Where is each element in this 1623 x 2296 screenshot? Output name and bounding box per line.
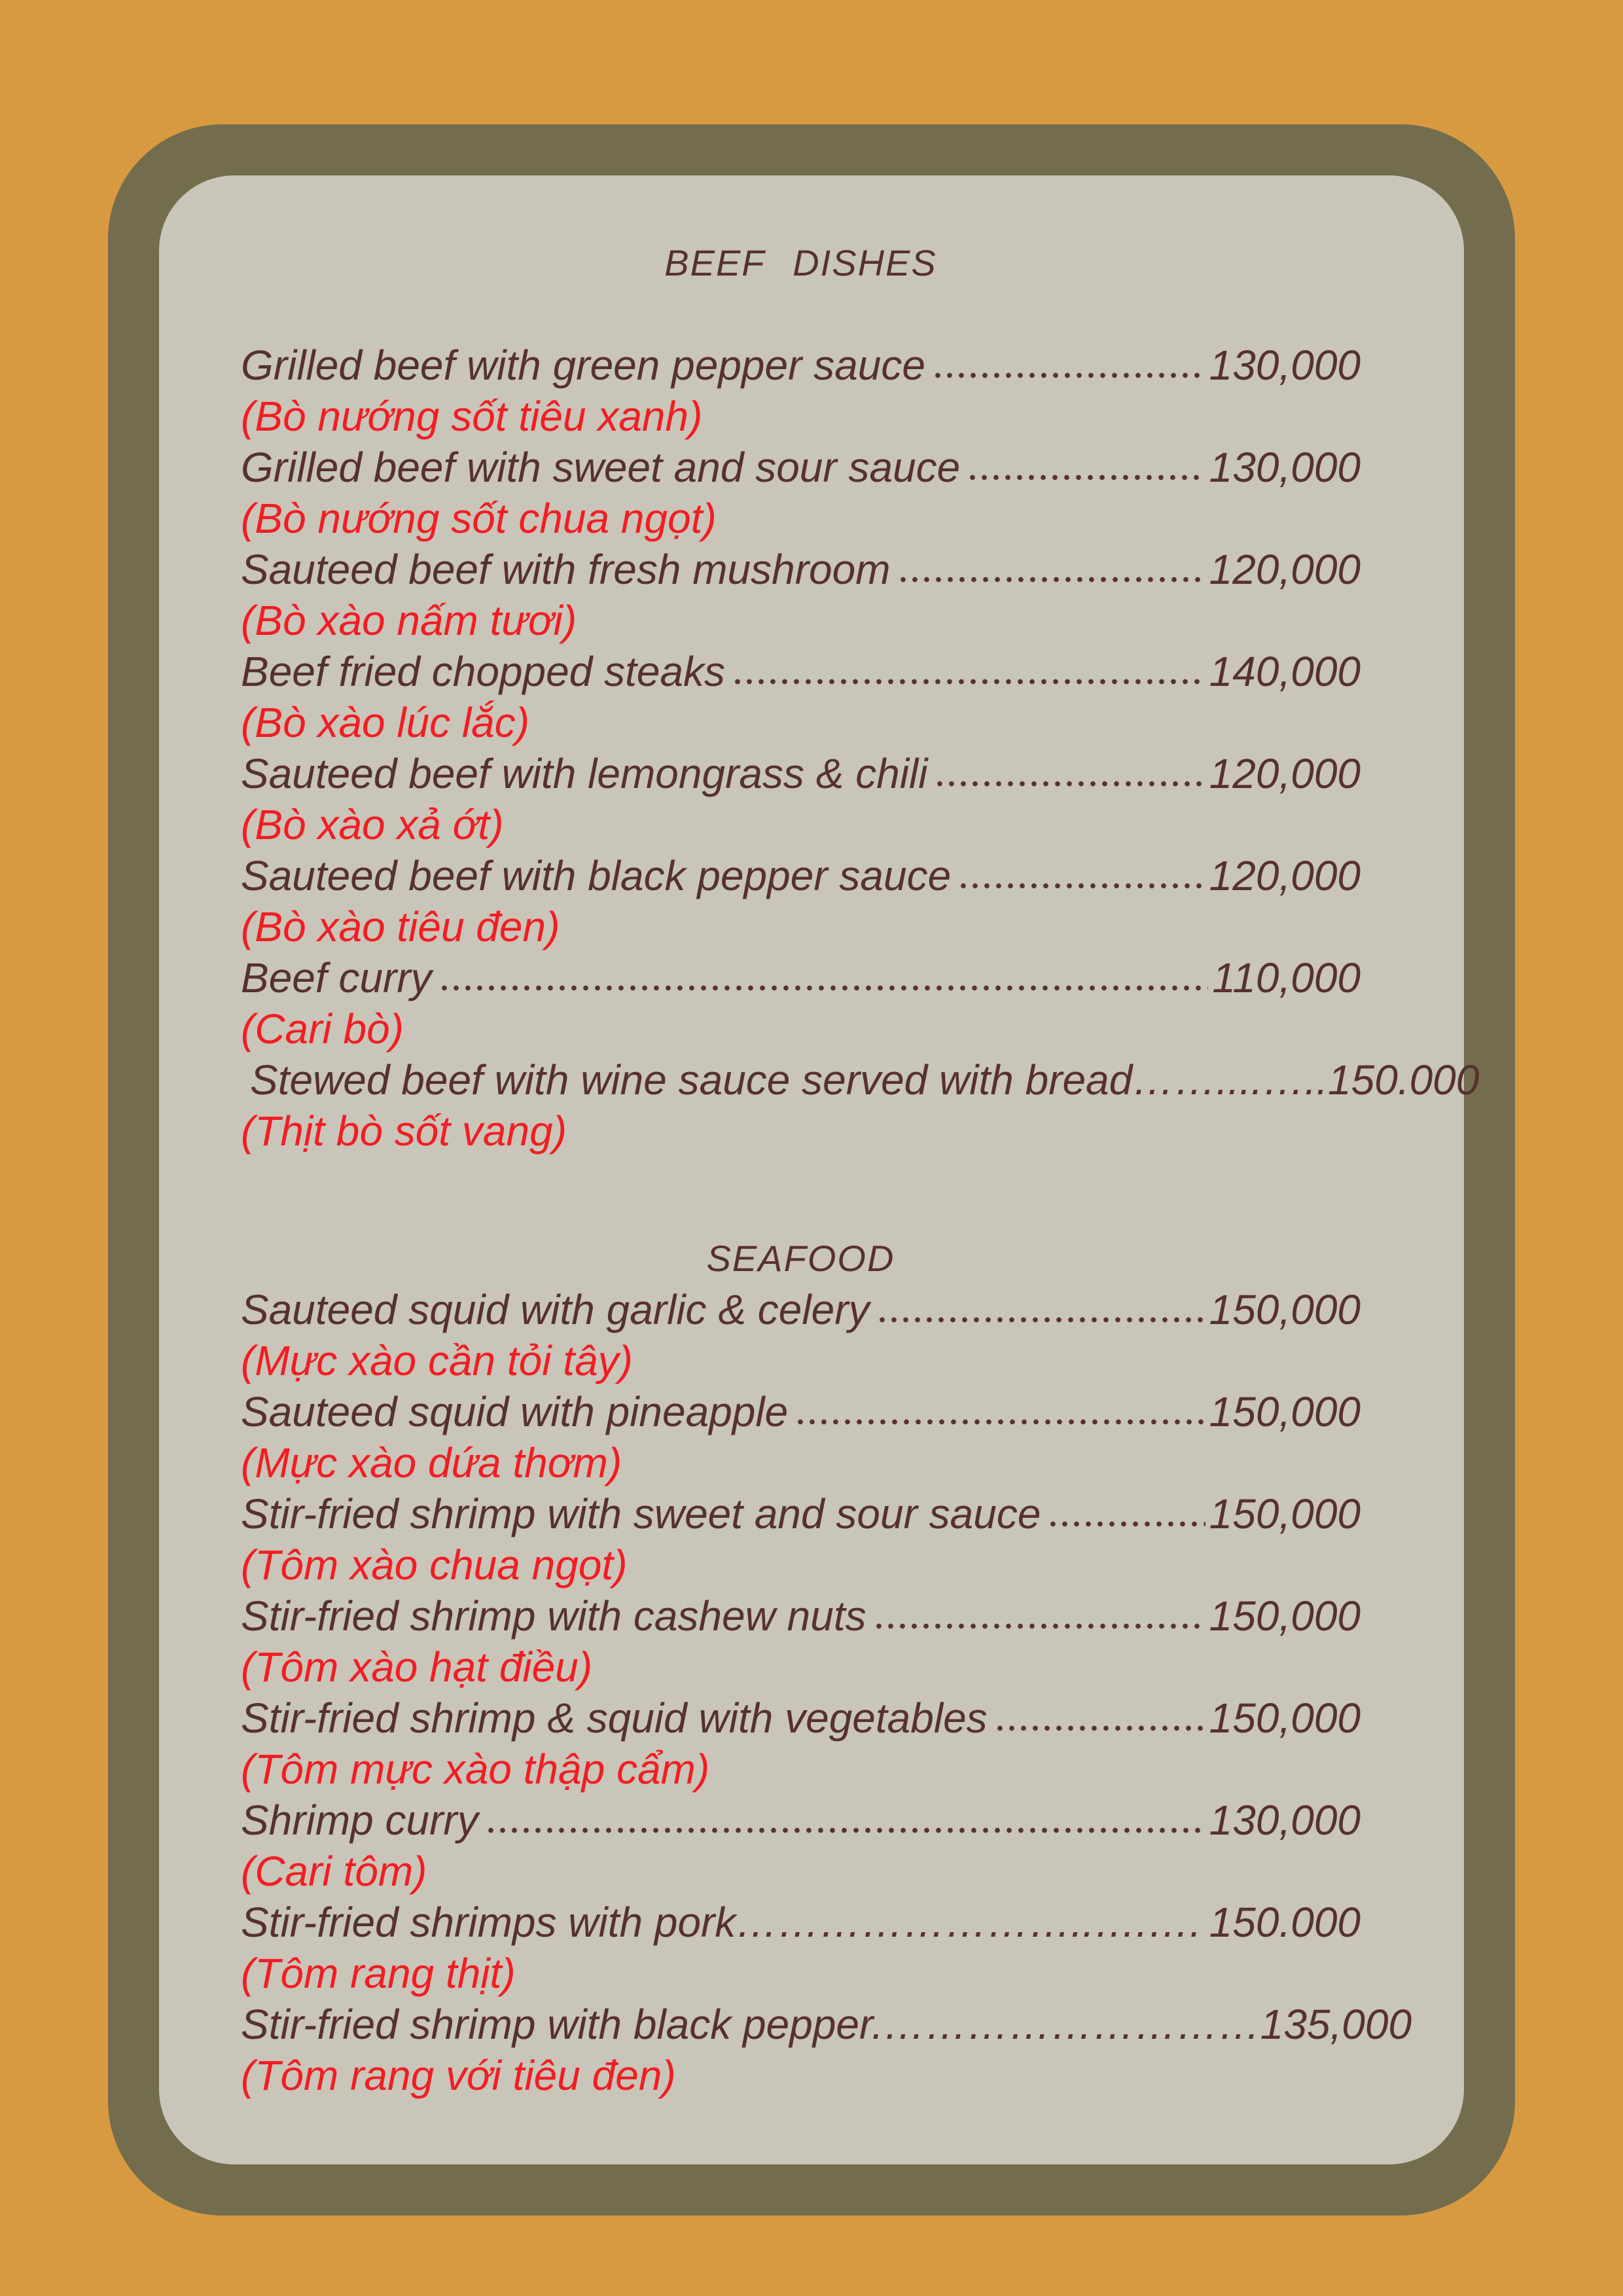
dish-price: 130,000 — [1209, 444, 1361, 491]
dot-leader — [1050, 1520, 1205, 1528]
dish-name: Stir-fried shrimp & squid with vegetables — [241, 1695, 988, 1742]
dish-price: 150.000 — [1328, 1056, 1480, 1103]
dish-price: 120,000 — [1209, 546, 1361, 593]
dot-leader — [879, 1316, 1205, 1324]
dot-leader — [969, 473, 1205, 482]
section-title: SEAFOOD — [706, 1238, 895, 1279]
dish-name-vietnamese: (Bò xào xả ớt) — [241, 801, 504, 848]
dot-leader — [960, 882, 1205, 890]
dot-leader — [900, 575, 1205, 584]
dish-price: 150,000 — [1209, 1388, 1361, 1435]
menu-item — [241, 850, 1361, 952]
dot-leader — [997, 1724, 1205, 1732]
menu-item-row — [241, 1386, 1361, 1437]
menu-content — [241, 238, 1480, 2101]
menu-item — [241, 1488, 1361, 1590]
dish-name: Sauteed beef with lemongrass & chili — [241, 750, 928, 797]
dish-name-vietnamese: (Thịt bò sốt vang) — [241, 1107, 567, 1155]
menu-item — [241, 748, 1361, 850]
menu-item-row — [241, 1590, 1361, 1641]
dot-leader — [441, 984, 1209, 992]
dish-name-vietnamese: (Mực xào dứa thơm) — [241, 1439, 622, 1486]
menu-item-list — [241, 340, 1480, 1157]
menu-item-list — [241, 1284, 1412, 2101]
dish-name: Grilled beef with green pepper sauce — [241, 342, 925, 389]
menu-item-row — [241, 1693, 1361, 1744]
dish-price: 135,000 — [1260, 2001, 1412, 2048]
dish-name: Beef curry — [241, 954, 432, 1001]
menu-outer-frame — [108, 124, 1515, 2215]
dish-price: 130,000 — [1209, 342, 1361, 389]
dish-name-vietnamese: (Bò nướng sốt tiêu xanh) — [241, 393, 703, 440]
menu-item-row — [241, 1795, 1361, 1846]
menu-item-row — [241, 646, 1361, 697]
dish-name-vietnamese: (Tôm rang thịt) — [241, 1950, 516, 1997]
menu-item — [241, 1054, 1480, 1157]
dish-name-vietnamese: (Mực xào cần tỏi tây) — [241, 1337, 633, 1384]
dish-name: Sauteed squid with garlic & celery — [241, 1286, 870, 1333]
menu-item-row — [241, 1284, 1361, 1335]
dish-price: 150,000 — [1209, 1490, 1361, 1537]
menu-item — [241, 1693, 1361, 1795]
menu-item — [241, 1795, 1361, 1897]
dish-price: 140,000 — [1209, 648, 1361, 695]
menu-item-row — [241, 1897, 1361, 1948]
dish-name: Grilled beef with sweet and sour sauce — [241, 444, 961, 491]
section-title: BEEF DISHES — [664, 242, 937, 283]
menu-item — [241, 442, 1361, 544]
dish-price: 150,000 — [1209, 1592, 1361, 1640]
menu-item-row — [241, 1999, 1412, 2050]
menu-item-row — [241, 850, 1361, 901]
dish-name: Sauteed beef with fresh mushroom — [241, 546, 891, 593]
menu-item — [241, 1284, 1361, 1386]
dish-price: 130,000 — [1209, 1797, 1361, 1844]
menu-item — [241, 340, 1361, 442]
menu-item — [241, 1999, 1412, 2101]
menu-item — [241, 1590, 1361, 1693]
dish-name-vietnamese: (Bò nướng sốt chua ngọt) — [241, 495, 717, 542]
dish-price: 110,000 — [1212, 954, 1361, 1001]
dish-name-vietnamese: (Bò xào lúc lắc) — [241, 699, 530, 746]
dish-price: 120,000 — [1209, 750, 1361, 797]
menu-item-row — [241, 442, 1361, 493]
dish-name: Shrimp curry — [241, 1797, 478, 1844]
menu-item — [241, 1897, 1361, 1999]
dish-price: 150,000 — [1209, 1695, 1361, 1742]
dish-name: Stewed beef with wine sauce served with bread……....….. — [250, 1056, 1328, 1103]
dish-name: Beef fried chopped steaks — [241, 648, 726, 695]
dish-name-vietnamese: (Tôm rang với tiêu đen) — [241, 2052, 676, 2099]
dish-name-vietnamese: (Tôm mực xào thập cẩm) — [241, 1746, 710, 1793]
dot-leader — [876, 1622, 1205, 1630]
menu-item — [241, 1386, 1361, 1488]
dot-leader — [935, 371, 1205, 380]
dot-leader — [1201, 1928, 1209, 1937]
dish-name-vietnamese: (Bò xào tiêu đen) — [241, 903, 560, 950]
dish-name-vietnamese: (Cari bò) — [241, 1005, 404, 1052]
dish-name-vietnamese: (Tôm xào hạt điều) — [241, 1643, 593, 1691]
dish-name-vietnamese: (Tôm xào chua ngọt) — [241, 1541, 628, 1588]
dish-name: Stir-fried shrimp with sweet and sour sauce — [241, 1490, 1041, 1537]
dish-name-vietnamese: (Bò xào nấm tươi) — [241, 597, 577, 644]
dish-name: Stir-fried shrimps with pork……………………..….…. — [241, 1899, 1202, 1946]
menu-item-row — [241, 1054, 1480, 1105]
dot-leader — [936, 780, 1205, 788]
dish-price: 150,000 — [1209, 1286, 1361, 1333]
dot-leader — [797, 1418, 1205, 1426]
menu-card — [159, 175, 1480, 2164]
menu-section-seafood — [241, 1233, 1412, 2101]
dish-name-vietnamese: (Cari tôm) — [241, 1848, 427, 1895]
dot-leader — [734, 677, 1205, 686]
menu-item-row — [241, 748, 1361, 799]
menu-item — [241, 646, 1361, 748]
dish-price: 150.000 — [1209, 1899, 1361, 1946]
menu-item-row — [241, 1488, 1361, 1539]
menu-item — [241, 952, 1361, 1054]
dot-leader — [488, 1826, 1205, 1835]
menu-section-beef-dishes — [241, 238, 1480, 1157]
menu-item — [241, 544, 1361, 646]
dish-name: Stir-fried shrimp with black pepper.……………………… — [241, 2001, 1260, 2048]
dish-name: Sauteed squid with pineapple — [241, 1388, 789, 1435]
menu-item-row — [241, 340, 1361, 391]
menu-item-row — [241, 952, 1361, 1003]
dish-name: Stir-fried shrimp with cashew nuts — [241, 1592, 866, 1640]
menu-item-row — [241, 544, 1361, 595]
dish-price: 120,000 — [1209, 852, 1361, 899]
dish-name: Sauteed beef with black pepper sauce — [241, 852, 952, 899]
